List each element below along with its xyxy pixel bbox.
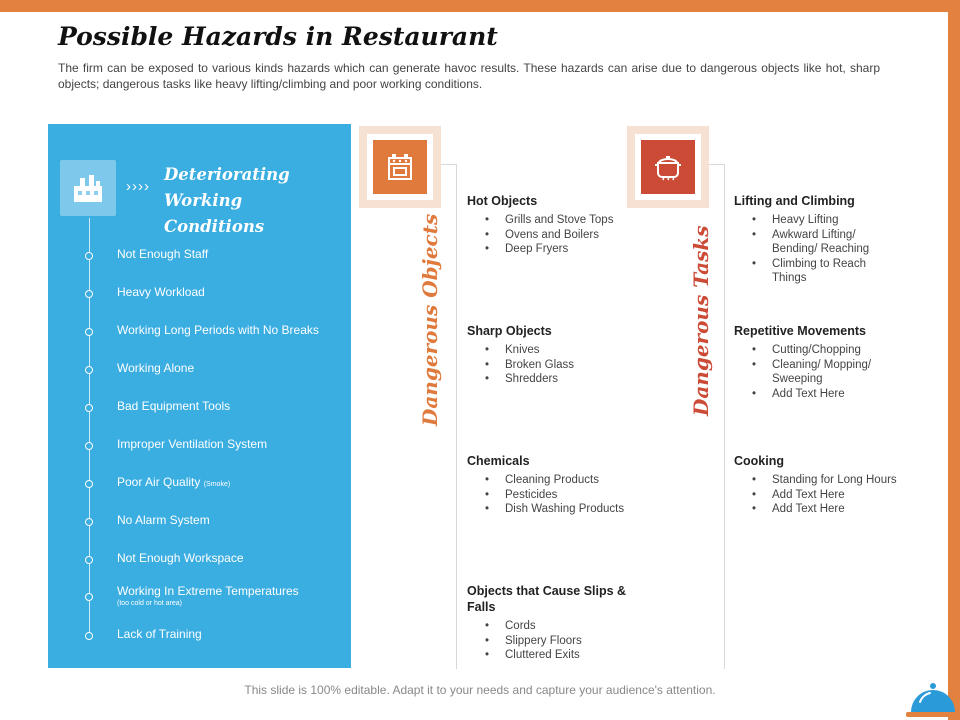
condition-note: (Smoke) (203, 481, 231, 488)
list-item: • Broken Glass (467, 358, 667, 373)
list-item: • Knives (467, 343, 667, 358)
timeline-dot (85, 480, 93, 488)
hazard-group-sharp-objects (467, 323, 667, 387)
group-title: Repetitive Movements (734, 324, 866, 338)
timeline-dot (85, 290, 93, 298)
list-item: • Shredders (467, 372, 667, 387)
column-divider (456, 164, 457, 669)
list-item (48, 437, 351, 457)
list-item: • Add Text Here (734, 488, 914, 503)
list-item (48, 475, 351, 495)
list-item: • Deep Fryers (467, 242, 667, 257)
list-item: • Cleaning Products (467, 473, 667, 488)
condition-label-text: Poor Air Quality (117, 475, 201, 489)
condition-label: Not Enough Staff (117, 247, 209, 261)
list-item (48, 513, 351, 533)
working-conditions-panel (48, 124, 351, 668)
list-item: • Climbing to Reach Things (734, 257, 882, 286)
top-accent-bar (0, 0, 960, 12)
timeline-dot (85, 556, 93, 564)
condition-label: Not Enough Workspace (117, 551, 244, 565)
dangerous-objects-label: Dangerous Objects (418, 213, 442, 426)
stove-icon-box (359, 126, 441, 208)
condition-label (117, 475, 230, 489)
timeline-dot (85, 252, 93, 260)
condition-label: Working In Extreme Temperatures (117, 584, 299, 598)
list-item: • Ovens and Boilers (467, 228, 667, 243)
page-title: Possible Hazards in Restaurant (58, 22, 498, 51)
list-item: • Add Text Here (734, 387, 914, 402)
timeline-dot (85, 328, 93, 336)
timeline-dot (85, 442, 93, 450)
list-item (48, 285, 351, 305)
list-item: • Cluttered Exits (467, 648, 637, 663)
dangerous-tasks-label: Dangerous Tasks (689, 225, 713, 416)
list-item: • Grills and Stove Tops (467, 213, 667, 228)
condition-label: Improper Ventilation System (117, 437, 268, 451)
list-item (48, 361, 351, 381)
hazard-group-lifting-climbing (734, 193, 914, 286)
footer-note: This slide is 100% editable. Adapt it to your needs and capture your audience's attention. (244, 683, 716, 697)
group-title: Lifting and Climbing (734, 194, 855, 208)
timeline-dot (85, 366, 93, 374)
group-title: Cooking (734, 454, 784, 468)
group-title: Objects that Cause Slips & Falls (467, 584, 627, 614)
hazard-group-cooking (734, 453, 914, 517)
hazard-group-slips-falls (467, 583, 637, 663)
list-item (48, 323, 351, 343)
cooking-pot-icon-box (627, 126, 709, 208)
list-item (48, 584, 351, 614)
connector-line (441, 164, 457, 165)
list-item (48, 551, 351, 571)
timeline-dot (85, 404, 93, 412)
list-item: • Standing for Long Hours (734, 473, 914, 488)
panel-title-line2: Working Conditions (164, 191, 265, 236)
group-title: Hot Objects (467, 194, 538, 208)
group-title: Chemicals (467, 454, 530, 468)
timeline-dot (85, 632, 93, 640)
list-item: • Cutting/Chopping (734, 343, 914, 358)
condition-note: (too cold or hot area) (117, 600, 182, 607)
connector-line (709, 164, 725, 165)
group-title: Sharp Objects (467, 324, 552, 338)
column-divider (724, 164, 725, 669)
list-item: • Awkward Lifting/ Bending/ Reaching (734, 228, 882, 257)
list-item: • Cleaning/ Mopping/ Sweeping (734, 358, 882, 387)
chevrons-icon: ›››› (126, 178, 150, 195)
condition-label: Working Long Periods with No Breaks (117, 323, 319, 337)
condition-label: No Alarm System (117, 513, 210, 527)
list-item (48, 399, 351, 419)
list-item: • Dish Washing Products (467, 502, 667, 517)
cooking-pot-icon (641, 140, 695, 194)
condition-label: Bad Equipment Tools (117, 399, 231, 413)
right-accent-bar (948, 0, 960, 720)
list-item (48, 247, 351, 267)
list-item: • Add Text Here (734, 502, 914, 517)
timeline-dot (85, 593, 93, 601)
hazard-group-chemicals (467, 453, 667, 517)
condition-label: Heavy Workload (117, 285, 205, 299)
list-item: • Slippery Floors (467, 634, 637, 649)
hazard-group-repetitive-movements (734, 323, 914, 401)
page-subtitle: The firm can be exposed to various kinds hazards which can generate havoc results. These hazards can arise due to dangerous objects like hot, sharp objects; dangerous tasks like heavy lifting/climbing and poor working conditions. (58, 61, 880, 91)
condition-label: Working Alone (117, 361, 195, 375)
list-item (48, 627, 351, 647)
factory-icon (60, 160, 116, 216)
timeline-dot (85, 518, 93, 526)
panel-title (164, 162, 344, 240)
panel-title-line1: Deteriorating (164, 165, 290, 184)
stove-icon (373, 140, 427, 194)
cloche-icon (906, 680, 960, 720)
timeline-line (89, 218, 90, 638)
list-item: • Cords (467, 619, 637, 634)
list-item: • Heavy Lifting (734, 213, 914, 228)
list-item: • Pesticides (467, 488, 667, 503)
condition-label: Lack of Training (117, 627, 202, 641)
